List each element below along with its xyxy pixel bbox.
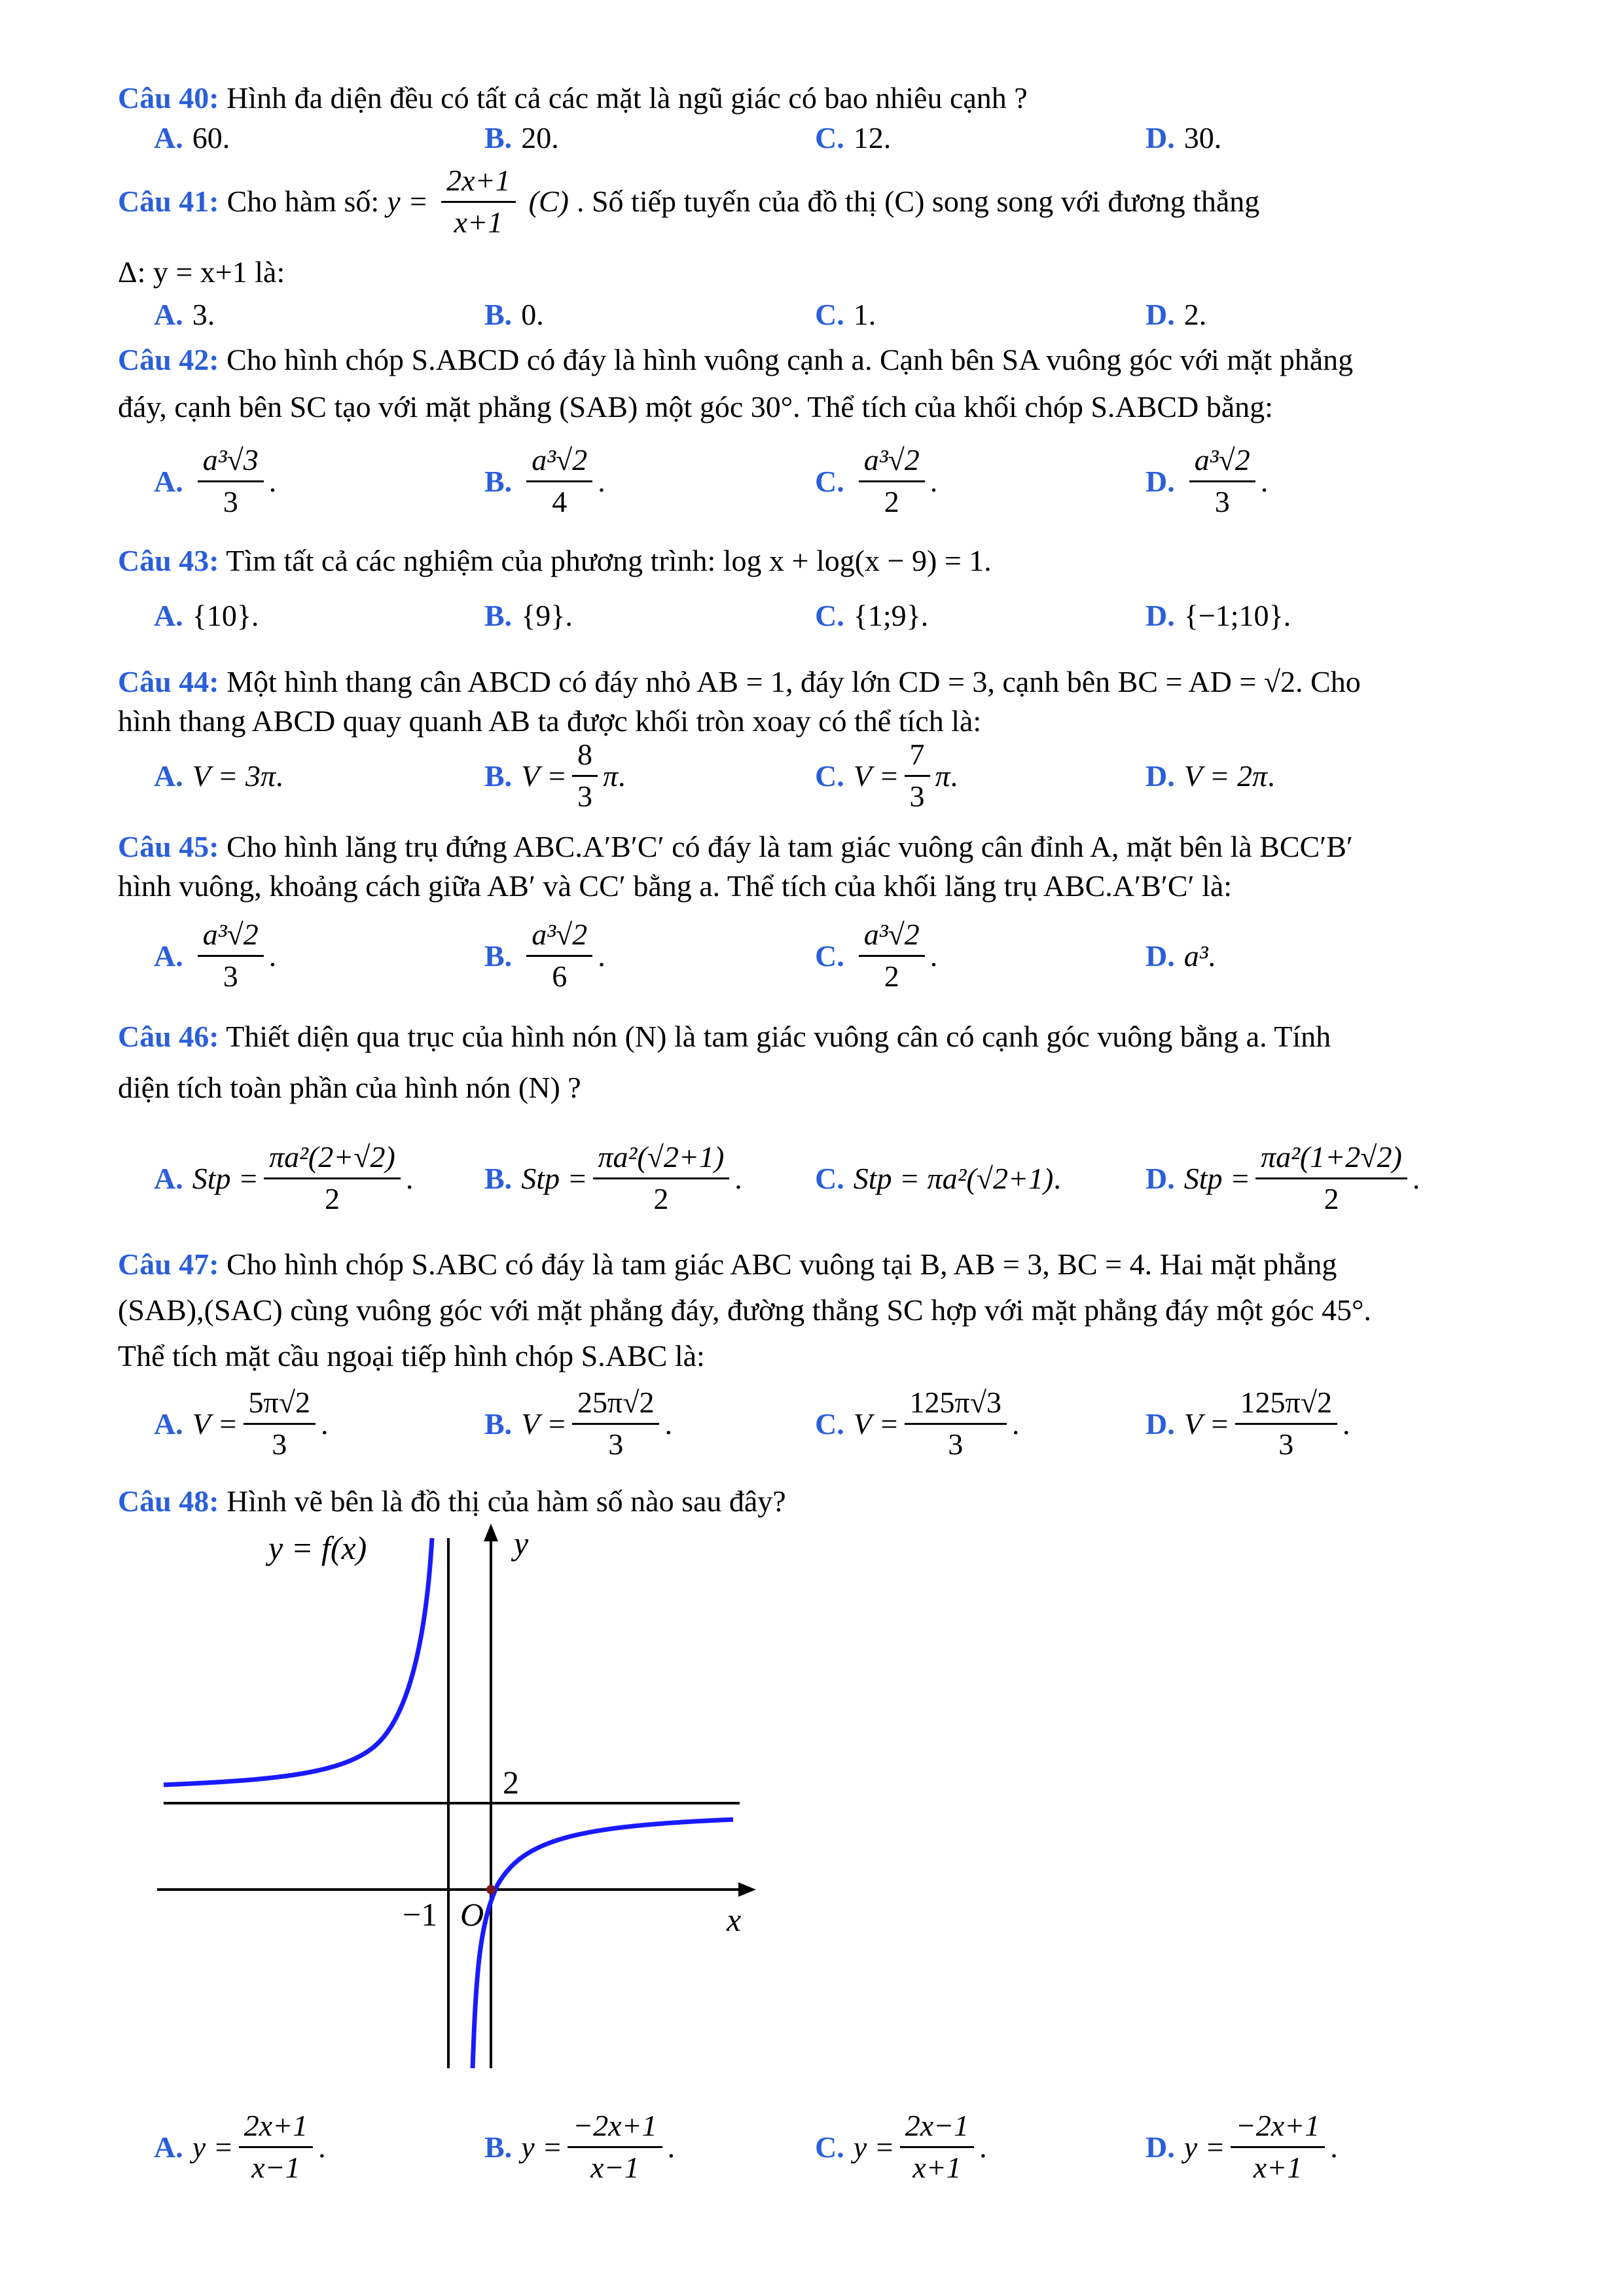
q44-options: [0, 730, 1624, 821]
option-b[interactable]: B. Stp = $\frac{\text{πa²(√2+1)}}{2}$ .: [484, 1139, 742, 1215]
q42-options: [0, 435, 1624, 527]
option-c[interactable]: C. {1;9} .: [815, 598, 929, 632]
question-number: Câu 41:: [118, 185, 219, 219]
q43-options: [0, 569, 1624, 661]
y-axis-label: y: [514, 1525, 529, 1562]
option-a[interactable]: A. V = 3π .: [154, 759, 283, 793]
option-a[interactable]: A. Stp = $\frac{\text{πa²(2+√2)}}{2}$ .: [154, 1139, 414, 1215]
option-b[interactable]: B. $\frac{\text{a³√2}}{6}$ .: [484, 917, 605, 993]
question-48: Câu 48: Hình vẽ bên là đồ thị của hàm số nào sau đây?: [118, 1484, 786, 1518]
option-b[interactable]: B. V = $\frac{8}{3}$ π .: [484, 737, 626, 813]
option-d[interactable]: D. {−1;10} .: [1146, 598, 1291, 632]
y-axis-arrow: [484, 1524, 498, 1541]
question-44: Câu 44: Một hình thang cân ABCD có đáy nhỏ AB = 1, đáy lớn CD = 3, cạnh bên BC = AD = √2. Cho: [118, 665, 1361, 698]
q45-options: [0, 910, 1624, 1001]
tick-x-label: −1: [403, 1896, 438, 1933]
option-a[interactable]: A. V = $\frac{5\pi√2}{3}$ .: [154, 1385, 329, 1461]
option-c[interactable]: C. V = $\frac{7}{3}$ π .: [815, 737, 958, 813]
tick-y-label: 2: [503, 1764, 519, 1801]
option-d[interactable]: D. Stp = $\frac{\text{πa²(1+2√2)}}{2}$ .: [1146, 1139, 1420, 1215]
question-41: Câu 41: Cho hàm số: y = $\frac{2x+1}{x+1}$ (C) . Số tiếp tuyến của đồ thị (C) song song với đương thẳng: [118, 164, 1260, 239]
question-47: Câu 47: Cho hình chóp S.ABC có đáy là tam giác ABC vuông tại B, AB = 3, BC = 4. Hai mặt phẳng: [118, 1247, 1337, 1281]
curve-left-branch: [164, 1538, 432, 1785]
origin-label: O: [460, 1896, 484, 1933]
question-46: Câu 46: Thiết diện qua trục của hình nón (N) là tam giác vuông cân có cạnh góc vuông bằng a. Tính: [118, 1020, 1331, 1053]
option-c[interactable]: C. V = $\frac{125\pi√3}{3}$ .: [815, 1385, 1020, 1461]
option-d[interactable]: D. a³ .: [1146, 939, 1216, 973]
option-c[interactable]: C. 1 .: [815, 297, 876, 331]
option-a[interactable]: A. $\frac{\text{a³√3}}{3}$ .: [154, 442, 277, 518]
question-42: Câu 42: Cho hình chóp S.ABCD có đáy là hình vuông cạnh a. Cạnh bên SA vuông góc với mặt phẳng: [118, 343, 1354, 376]
option-d[interactable]: D. $\frac{\text{a³√2}}{3}$ .: [1146, 442, 1269, 518]
option-b[interactable]: B. {9} .: [484, 598, 573, 632]
question-42-line2: đáy, cạnh bên SC tạo với mặt phẳng (SAB) một góc 30°. Thể tích của khối chóp S.ABCD bằng:: [118, 390, 1273, 423]
option-d[interactable]: D. V = 2π .: [1146, 759, 1275, 793]
origin-point: [486, 1885, 496, 1894]
question-44-line2: hình thang ABCD quay quanh AB ta được khối tròn xoay có thể tích là:: [118, 704, 982, 738]
option-b[interactable]: B. V = $\frac{25\pi√2}{3}$ .: [484, 1385, 672, 1461]
option-c[interactable]: C. Stp = πa²(√2+1) .: [815, 1161, 1061, 1195]
q47-options: [0, 1378, 1624, 1469]
question-number: Câu 40:: [118, 81, 219, 115]
question-43: Câu 43: Tìm tất cả các nghiệm của phương trình: log x + log(x − 9) = 1.: [118, 544, 992, 577]
question-45: Câu 45: Cho hình lăng trụ đứng ABC.A′B′C′ có đáy là tam giác vuông cân đỉnh A, mặt bên là BCC′B′: [118, 830, 1353, 863]
question-47-line3: Thể tích mặt cầu ngoại tiếp hình chóp S.ABC là:: [118, 1339, 705, 1372]
option-c[interactable]: C. 12 .: [815, 120, 892, 154]
question-45-line2: hình vuông, khoảng cách giữa AB′ và CC′ bằng a. Thể tích của khối lăng trụ ABC.A′B′C′ là:: [118, 869, 1233, 903]
question-47-line2: (SAB),(SAC) cùng vuông góc với mặt phẳng đáy, đường thẳng SC hợp với mặt phẳng đáy một góc 45°.: [118, 1293, 1371, 1327]
x-axis-label: x: [727, 1901, 742, 1938]
option-d[interactable]: D. 30 .: [1146, 120, 1222, 154]
option-d[interactable]: D. 2 .: [1146, 297, 1207, 331]
option-c[interactable]: C. y = $\frac{2x-1}{x+1}$ .: [815, 2108, 987, 2184]
function-label: y = f(x): [268, 1530, 367, 1566]
option-b[interactable]: B. $\frac{\text{a³√2}}{4}$ .: [484, 442, 605, 518]
option-b[interactable]: B. y = $\frac{-2x+1}{x-1}$ .: [484, 2108, 676, 2184]
curve-right-branch: [473, 1820, 733, 2068]
function-graph: [144, 1518, 772, 2081]
option-c[interactable]: C. $\frac{\text{a³√2}}{2}$ .: [815, 442, 938, 518]
option-b[interactable]: B. 0 .: [484, 297, 544, 331]
option-d[interactable]: D. y = $\frac{-2x+1}{x+1}$ .: [1146, 2108, 1338, 2184]
x-axis-arrow: [738, 1882, 756, 1897]
option-b[interactable]: B. 20 .: [484, 120, 559, 154]
question-text: Hình đa diện đều có tất cả các mặt là ngũ giác có bao nhiêu cạnh ?: [226, 81, 1028, 115]
option-c[interactable]: C. $\frac{\text{a³√2}}{2}$ .: [815, 917, 938, 993]
option-a[interactable]: A. 3 .: [154, 297, 215, 331]
option-a[interactable]: A. $\frac{\text{a³√2}}{3}$ .: [154, 917, 277, 993]
option-a[interactable]: A. {10} .: [154, 598, 259, 632]
function-fraction: $\frac{2x+1}{x+1}$: [441, 164, 515, 240]
option-a[interactable]: A. y = $\frac{2x+1}{x-1}$ .: [154, 2108, 326, 2184]
q46-options: [0, 1132, 1624, 1224]
q48-options: [0, 2101, 1624, 2193]
option-d[interactable]: D. V = $\frac{125\pi√2}{3}$ .: [1146, 1385, 1350, 1461]
question-46-line2: diện tích toàn phần của hình nón (N) ?: [118, 1071, 581, 1104]
question-41-line2: Δ: y = x+1 là:: [118, 255, 285, 289]
option-a[interactable]: A. 60 .: [154, 120, 230, 154]
